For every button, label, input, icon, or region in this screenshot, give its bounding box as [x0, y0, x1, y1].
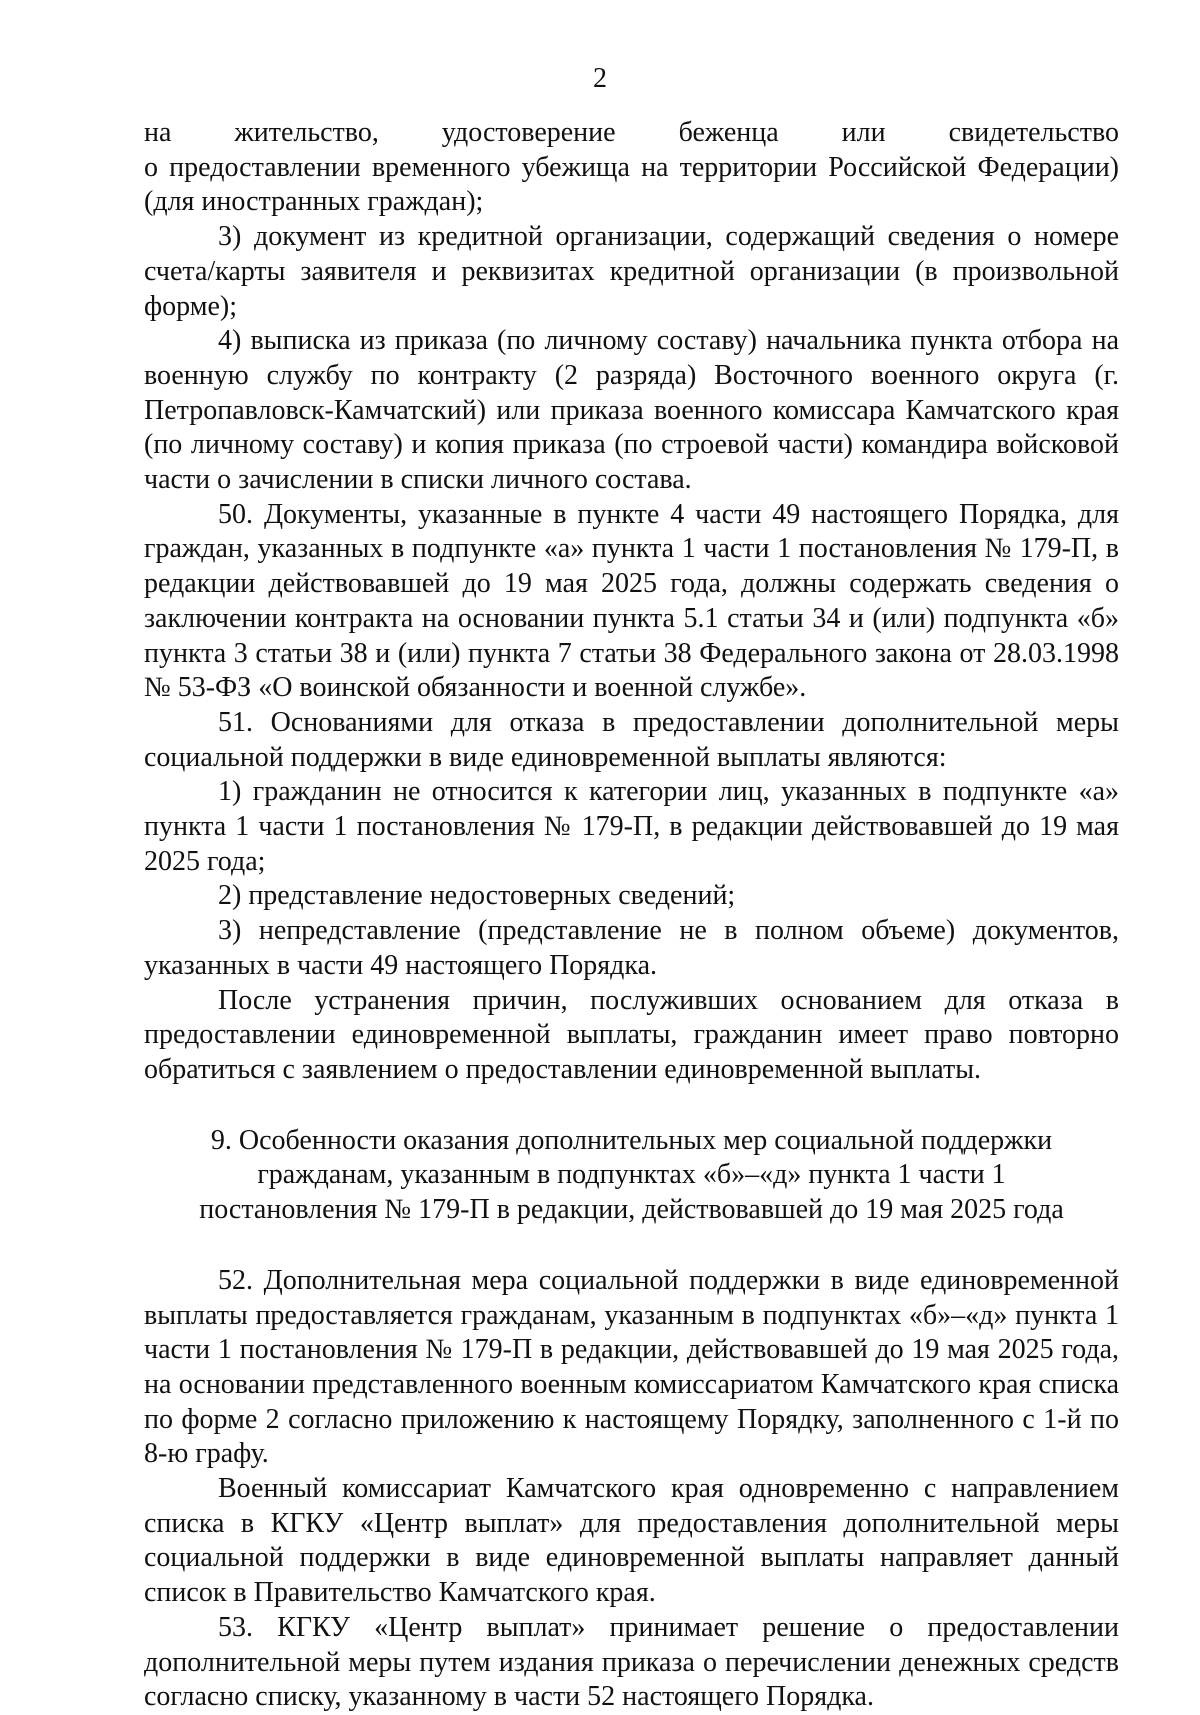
word: удостоверение: [441, 117, 616, 148]
word: беженца: [678, 117, 779, 148]
word: жительство,: [234, 117, 379, 148]
word: или: [841, 117, 886, 148]
paragraph-53: 53. КГКУ «Центр выплат» принимает решение о предоставлении дополнительной меры путем издания приказа о перечислении денежных средств согласно списку, указанному в части 52 настоящего Порядка.: [144, 1611, 1119, 1713]
paragraph-text: о предоставлении временного убежища на территории Российской Федерации) (для иностранных граждан);: [144, 151, 1119, 218]
paragraph-military-commissariat: Военный комиссариат Камчатского края одновременно с направлением списка в КГКУ «Центр выплат» для предоставления дополнительной меры социальной поддержки в виде единовременной выплаты направляет данный список в Правительство Камчатского края.: [144, 1473, 1119, 1609]
spread-line: [144, 116, 1119, 151]
section-heading: 9. Особенности оказания дополнительных мер социальной поддержки гражданам, указанным в подпунктах «б»–«д» пункта 1 части 1 постановления № 179-П в редакции, действовавшей до 19 мая 2025 года: [199, 1124, 1064, 1226]
paragraph-50: 50. Документы, указанные в пункте 4 части 49 настоящего Порядка, для граждан, указанных в подпункте «а» пункта 1 части 1 постановления № 179-П, в редакции действовавшей до 19 мая 2025 года, должны содержать сведения о заключении контракта на основании пункта 5.1 статьи 34 и (или) подпункта «б» пункта 3 статьи 38 и (или) пункта 7 статьи 38 Федерального закона от 28.03.1998 № 53-ФЗ «О воинской обязанности и военной службе».: [144, 498, 1119, 704]
paragraph-51-item-3: 3) непредставление (представление не в полном объеме) документов, указанных в части 49 настоящего Порядка.: [144, 915, 1119, 981]
page-number: 2: [593, 63, 607, 94]
word: на: [144, 117, 172, 148]
paragraph-51: 51. Основаниями для отказа в предоставлении дополнительной меры социальной поддержки в виде единовременной выплаты являются:: [144, 706, 1119, 773]
word: свидетельство: [948, 117, 1119, 148]
paragraph-item-3: 3) документ из кредитной организации, содержащий сведения о номере счета/карты заявителя и реквизитах кредитной организации (в произвольной форме);: [144, 221, 1119, 322]
paragraph-52: 52. Дополнительная мера социальной поддержки в виде единовременной выплаты предоставляется гражданам, указанным в подпунктах «б»–«д» пункта 1 части 1 постановления № 179-П в редакции, действовавшей до 19 мая 2025 года, на основании представленного военным комиссариатом Камчатского края списка по форме 2 согласно приложению к настоящему Порядку, заполненного с 1-й по 8-ю графу.: [144, 1264, 1119, 1470]
paragraph-51-item-2: 2) представление недостоверных сведений;: [218, 880, 736, 912]
paragraph-51-item-1: 1) гражданин не относится к категории лиц, указанных в подпункте «а» пункта 1 части 1 постановления № 179-П, в редакции действовавшей до 19 мая 2025 года;: [144, 776, 1119, 877]
paragraph-continuation: [144, 116, 1119, 220]
document-body: [144, 116, 1119, 1715]
paragraph-item-4: 4) выписка из приказа (по личному составу) начальника пункта отбора на военную службу по контракту (2 разряда) Восточного военного округа (г. Петропавловск-Камчатский) или приказа военного комиссара Камчатского края (по личному составу) и копия приказа (по строевой части) командира войсковой части о зачислении в списки личного состава.: [144, 325, 1119, 496]
paragraph-after-removal: После устранения причин, послуживших основанием для отказа в предоставлении единовременной выплаты, гражданин имеет право повторно обратиться с заявлением о предоставлении единовременной выплаты.: [144, 984, 1119, 1085]
